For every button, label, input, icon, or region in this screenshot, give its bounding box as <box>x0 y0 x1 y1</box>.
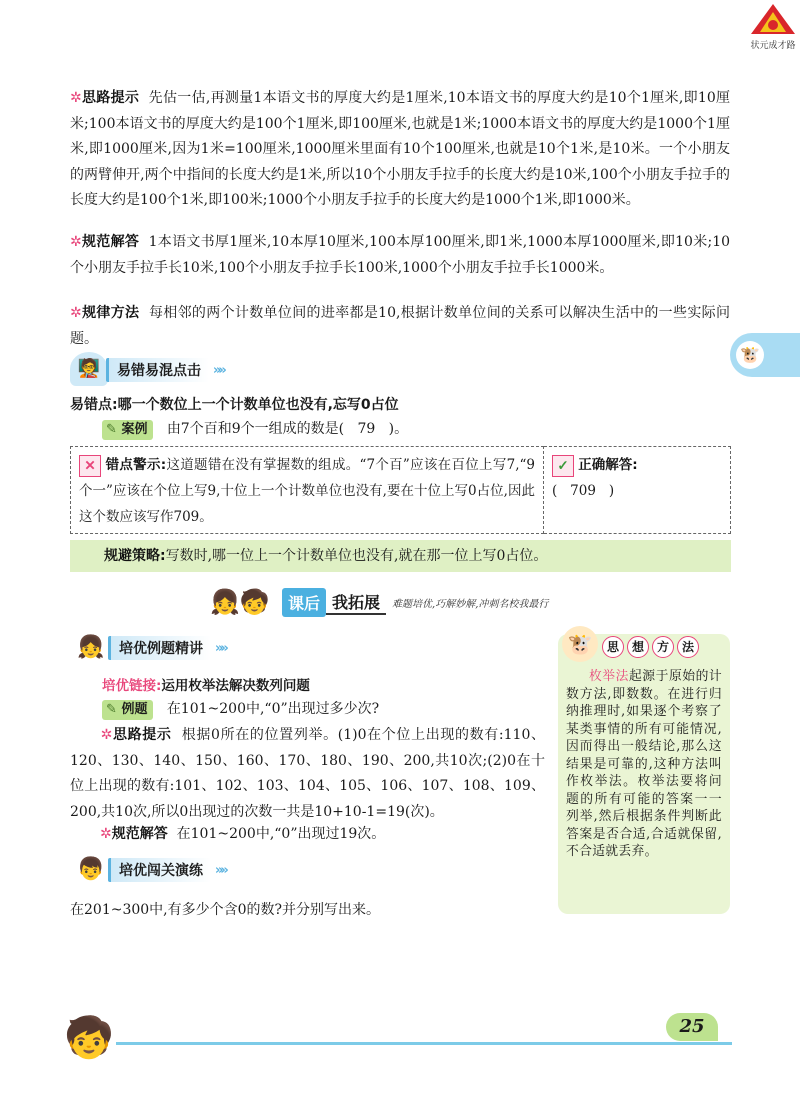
correct-label: 正确解答: <box>578 457 638 473</box>
cow-icon: 🐮 <box>736 341 764 369</box>
case-line <box>102 418 408 440</box>
example-tag-label: 例题 <box>121 702 148 717</box>
kids-illustration: 👧🧒 <box>210 588 270 616</box>
method-text: 每相邻的两个计数单位间的进率都是10,根据计数单位间的关系可以解决生活中的一些实际问题。 <box>70 305 730 347</box>
answer-label: 规范解答 <box>81 234 140 250</box>
case-text: 由7个百和9个一组成的数是( <box>166 421 345 437</box>
case-close: )。 <box>388 421 409 437</box>
page-number: 25 <box>679 1016 705 1037</box>
flower-icon: ✲ <box>70 90 82 106</box>
sidebar-title-char: 法 <box>677 636 699 658</box>
sidebar-title-char: 思 <box>602 636 624 658</box>
after-class-header <box>282 588 548 617</box>
link-text: 运用枚举法解决数列问题 <box>161 678 310 694</box>
chevrons-icon: »» <box>213 362 224 378</box>
cartoon-boy-icon: 👦 <box>77 857 105 882</box>
answer-paragraph-1 <box>70 230 730 281</box>
page-number-badge <box>666 1013 718 1041</box>
after-class-t1: 课后 <box>282 588 326 617</box>
case-answer: 79 <box>357 421 376 437</box>
thinking-method-sidebar <box>558 634 730 914</box>
flower-icon: ✲ <box>70 234 82 250</box>
chevrons-icon: »» <box>215 640 226 656</box>
footer-line <box>116 1042 732 1045</box>
hint-paragraph-1 <box>70 86 730 214</box>
avoid-band <box>70 540 731 572</box>
hint-label: 思路提示 <box>112 727 172 743</box>
hint-label: 思路提示 <box>81 90 140 106</box>
section-title: 培优例题精讲 <box>108 636 211 660</box>
answer-text: 在101~200中,“0”出现过19次。 <box>176 826 386 842</box>
error-point: 易错点:哪一个数位上一个计数单位也没有,忘写0占位 <box>70 397 399 413</box>
correct-close: ) <box>608 483 615 499</box>
avoid-text: 写数时,哪一位上一个计数单位也没有,就在那一位上写0占位。 <box>165 548 548 564</box>
after-class-t2: 我拓展 <box>326 590 386 615</box>
case-tag-label: 案例 <box>121 422 148 437</box>
check-icon: ✓ <box>552 455 574 477</box>
section-title: 培优闯关演练 <box>108 858 211 882</box>
answer-label: 规范解答 <box>111 826 168 842</box>
side-tab <box>730 333 800 377</box>
hint-text: 根据0所在的位置列举。(1)0在个位上出现的数有:110、120、130、140、150、160、170、180、190、200,共10次;(2)0在十位上出现的数有:101、102、103、104、105、106、107、108、109、200,共10次,所以0出现过的次数一共是10+10-1=19(次)。 <box>70 727 546 820</box>
sidebar-text: 起源于原始的计数方法,即数数。在进行归纳推理时,如果逐个考察了某类事情的所有可能情况,因而得出一般结论,那么这结果是可靠的,这种方法叫作枚举法。枚举法要将问题的所有可能的答案一一列举,然后根据条件判断此答案是否合适,合适就保留,不合适就丢弃。 <box>566 669 723 859</box>
link-label: 培优链接: <box>102 678 162 694</box>
answer-paragraph-2 <box>100 822 385 847</box>
sidebar-em: 枚举法 <box>588 669 629 684</box>
method-label: 规律方法 <box>81 305 140 321</box>
warning-text: 这道题错在没有掌握数的组成。“7个百”应该在百位上写7,“9个一”应该在个位上写9,十位上一个计数单位也没有,要在十位上写0占位,因此这个数应该写作709。 <box>79 457 536 525</box>
example-text: 在101~200中,“0”出现过多少次? <box>166 701 380 717</box>
after-class-slogan: 难题培优,巧解妙解,冲刺名校我最行 <box>392 599 549 610</box>
warning-label: 错点警示: <box>105 457 167 473</box>
exercise-text: 在201~300中,有多少个含0的数?并分别写出来。 <box>70 902 381 918</box>
sidebar-title-char: 想 <box>627 636 649 658</box>
pencil-icon: ✎ <box>106 702 117 717</box>
answer-text: 1本语文书厚1厘米,10本厚10厘米,100本厚100厘米,即1米,1000本厚1000厘米,即10米;10个小朋友手拉手长10米,100个小朋友手拉手长100米,1000个小朋友手拉手长1000米。 <box>70 234 731 276</box>
cartoon-teacher-icon: 🧑‍🏫 <box>70 352 108 386</box>
cartoon-girl-icon: 👧 <box>77 635 105 660</box>
sidebar-title <box>602 636 699 658</box>
example-tag <box>102 700 153 720</box>
correct-open: ( <box>552 483 558 499</box>
section-title: 易错易混点击 <box>106 358 209 382</box>
case-tag <box>102 420 153 440</box>
correct-box <box>544 446 731 534</box>
section-practice <box>108 858 226 882</box>
section-example <box>108 636 226 660</box>
hint-paragraph-2 <box>70 723 545 825</box>
avoid-label: 规避策略: <box>104 548 166 564</box>
method-paragraph <box>70 301 730 352</box>
pencil-icon: ✎ <box>106 422 117 437</box>
section-error-prone <box>106 358 224 382</box>
brand-text: 状元成才路 <box>750 41 796 51</box>
example-line <box>102 698 379 720</box>
flower-icon: ✲ <box>100 727 113 743</box>
brand-logo <box>748 2 798 51</box>
sidebar-title-char: 方 <box>652 636 674 658</box>
chevrons-icon: »» <box>215 862 226 878</box>
link-line <box>102 674 310 694</box>
flower-icon: ✲ <box>100 826 112 842</box>
footer-mascot: 🧒 <box>64 1015 114 1061</box>
sidebar-body <box>566 668 722 861</box>
cross-icon: ✕ <box>79 455 101 477</box>
warning-box <box>70 446 544 534</box>
flower-icon: ✲ <box>70 305 82 321</box>
hint-text: 先估一估,再测量1本语文书的厚度大约是1厘米,10本语文书的厚度大约是10个1厘米,即10厘米;100本语文书的厚度大约是100个1厘米,即100厘米,也就是1米;1000本语文书的厚度大约是1000个1厘米,即1000厘米,因为1米=100厘米,1000厘米里面有10个100厘米,也就是10个1米,是10米。一个小朋友的两臂伸开,两个中指间的长度大约是1米,所以10个小朋友手拉手的长度大约是10米,100个小朋友手拉手的长度大约是100个1米,即100米;1000个小朋友手拉手的长度大约是1000个1米,即1000米。 <box>70 90 731 208</box>
cow-mascot-icon: 🐮 <box>562 626 598 662</box>
correct-value: 709 <box>570 483 596 499</box>
